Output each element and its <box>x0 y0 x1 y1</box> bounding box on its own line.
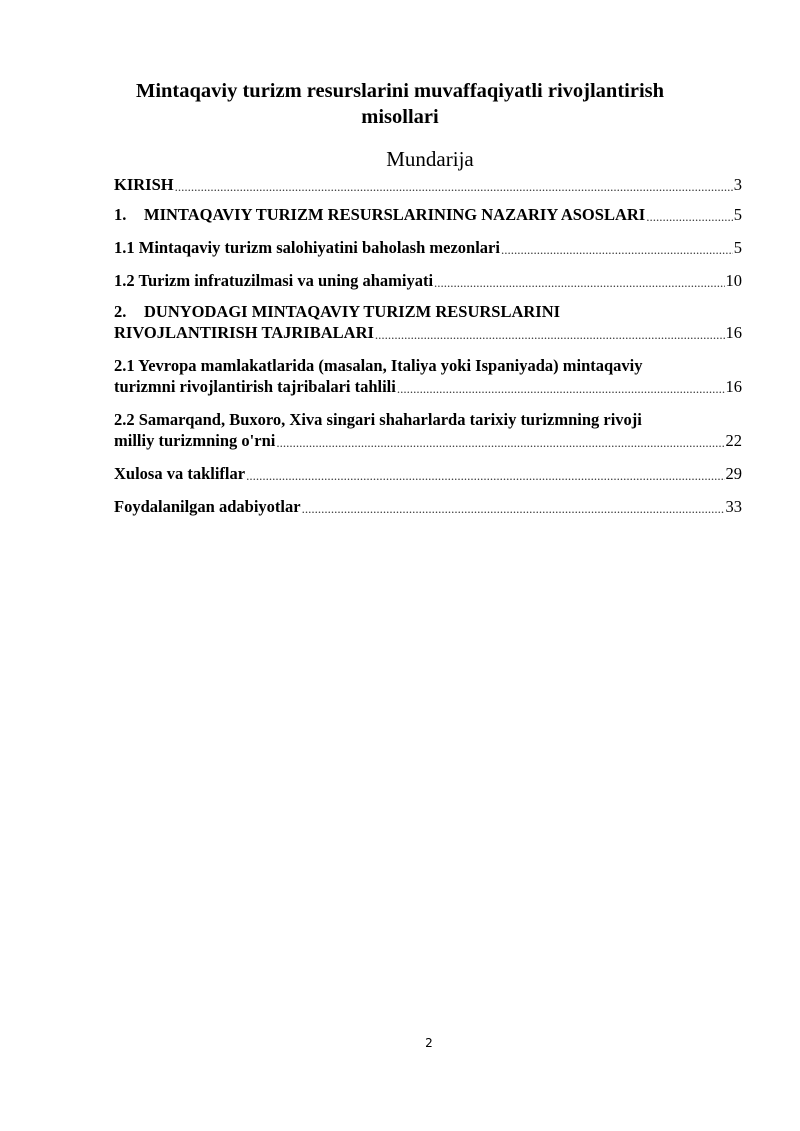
toc-entry-label: 1.1 Mintaqaviy turizm salohiyatini baholash mezonlari <box>114 238 500 257</box>
toc-entry-section-1-2[interactable] <box>114 270 742 291</box>
toc-entry-label-line-1: 2.1 Yevropa mamlakatlarida (masalan, Italiya yoki Ispaniyada) mintaqaviy <box>114 356 643 375</box>
toc-entry-label: Xulosa va takliflar <box>114 464 246 483</box>
toc-entry-adabiyotlar[interactable] <box>114 496 742 517</box>
chapter-number: 1. <box>114 205 127 224</box>
document-title <box>0 78 800 130</box>
toc-entry-page: 16 <box>725 377 742 396</box>
toc-heading: Mundarija <box>386 147 474 171</box>
dot-leader <box>276 432 724 448</box>
dot-leader <box>397 378 725 394</box>
toc-entry-label-line-2: turizmni rivojlantirish tajribalari tahlili <box>114 377 396 396</box>
toc-entry-kirish[interactable] <box>114 174 742 195</box>
toc-entry-label: MINTAQAVIY TURIZM RESURSLARINING NAZARIY ASOSLARI <box>144 205 646 224</box>
toc-entry-label: 1.2 Turizm infratuzilmasi va uning ahamiyati <box>114 271 434 290</box>
toc-entry-chapter-2[interactable] <box>114 301 742 343</box>
table-of-contents <box>114 174 742 517</box>
toc-entry-label-line-2: RIVOJLANTIRISH TAJRIBALARI <box>114 323 374 342</box>
toc-entry-page: 29 <box>725 464 742 483</box>
toc-entry-page: 5 <box>733 238 742 257</box>
dot-leader <box>175 176 733 192</box>
toc-entry-page: 10 <box>725 271 742 290</box>
dot-leader <box>501 239 733 255</box>
dot-leader <box>434 272 724 288</box>
toc-entry-label: KIRISH <box>114 175 174 194</box>
title-line-1: Mintaqaviy turizm resurslarini muvaffaqiyatli rivojlantirish <box>135 80 665 102</box>
toc-entry-chapter-1[interactable] <box>114 204 742 225</box>
toc-entry-page: 16 <box>725 323 742 342</box>
toc-entry-page: 22 <box>725 431 742 450</box>
title-line-2: misollari <box>361 106 439 128</box>
toc-entry-section-2-1[interactable] <box>114 355 742 397</box>
toc-entry-page: 3 <box>733 175 742 194</box>
dot-leader <box>302 498 725 514</box>
toc-entry-label-line-2: milliy turizmning o'rni <box>114 431 276 450</box>
page-number: 2 <box>425 1036 433 1050</box>
toc-entry-page: 33 <box>725 497 742 516</box>
toc-entry-xulosa[interactable] <box>114 463 742 484</box>
toc-entry-page: 5 <box>733 205 742 224</box>
dot-leader <box>375 324 725 340</box>
toc-entry-label: Foydalanilgan adabiyotlar <box>114 497 301 516</box>
chapter-number: 2. <box>114 302 127 321</box>
dot-leader <box>646 206 733 222</box>
toc-entry-label-line-1: DUNYODAGI MINTAQAVIY TURIZM RESURSLARINI <box>144 302 561 321</box>
toc-entry-section-2-2[interactable] <box>114 409 742 451</box>
toc-entry-section-1-1[interactable] <box>114 237 742 258</box>
dot-leader <box>246 465 724 481</box>
toc-entry-label-line-1: 2.2 Samarqand, Buxoro, Xiva singari shaharlarda tarixiy turizmning rivoji <box>114 410 642 429</box>
